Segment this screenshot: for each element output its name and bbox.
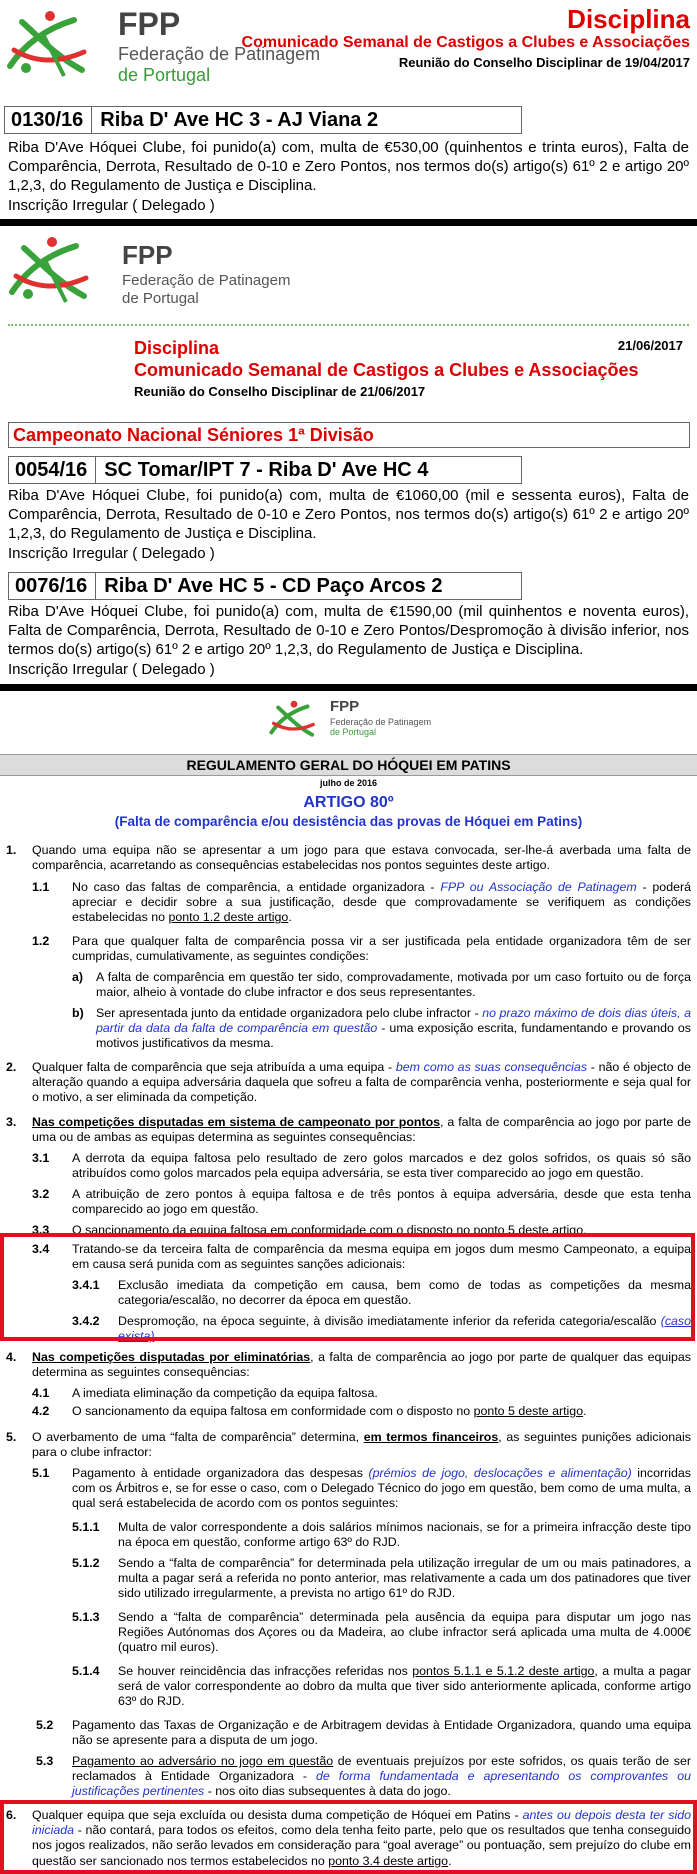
entry-text: Riba D'Ave Hóquei Clube, foi punido(a) com, multa de €1060,00 (mil e sessenta euros), Falta de Comparência, Derrota, Resultado de 0-10 e Zero Pontos, nos termos do(s) artigo(s) 61º 2 e artigo 20º 1,2,3, do Regulamento de Justiça e Disciplina. — [8, 487, 689, 542]
para-3-2: A atribuição de zero pontos à equipa faltosa e de três pontos à equipa adversária, desde que esta tenha comparecido ao jogo em questão. — [72, 1187, 691, 1217]
para-5-2: Pagamento das Taxas de Organização e de Arbitragem devidas à Entidade Organizadora, quando uma equipa não se apresente para a disputa de um jogo. — [72, 1718, 691, 1748]
para-4: Nas competições disputadas por eliminatórias, a falta de comparência ao jogo por parte de qualquer das equipas determina as seguintes consequências: — [32, 1350, 691, 1380]
para-1-2-b: Ser apresentada junto da entidade organizadora pelo clube infractor - no prazo máximo de dois dias úteis, a partir da data da falta de comparência em questão - uma exposição escrita, fundamentando e provando os motivos justificativos da mesma. — [96, 1006, 691, 1051]
article-body: 1. Quando uma equipa não se apresentar a um jogo para que estava convocada, ser-lhe-á averbada uma falta de comparência, acarretando as consequências estabelecidas nos pontos seguintes deste artigo. 1.1 No caso das faltas de comparência, a entidade organizadora - FPP ou Associação de Patinagem - poderá apreciar e decidir sobre a sua justificação, desde que comprovadamente se verifiquem as condições estabelecidas no ponto 1.2 deste artigo. 1.2 Para que qualquer falta de comparência possa vir a ser justificada pela entidade organizadora têm de ser cumpridas, cumulativamente, as seguintes condições: a) A falta de comparência em questão ter sido, comprovadamente, motivada por um caso fortuito ou de força maior, alheio à vontade do clube infractor e dos seus representantes. b) Ser apresentada junto da entidade organizadora pelo clube infractor - no prazo máximo de dois dias úteis, a partir da data da falta de comparência em questão - uma exposição escrita, fundamentando e provando os motivos justificativos da mesma. 2. Qualquer falta de comparência que seja atribuída a uma equipa - bem como as suas consequências - não é objecto de alteração quando a equipa adversária daquela que sofreu a falta de comparência venha, posteriormente e seja qual for o motivo, a ser eliminada da competição. 3. Nas competições disputadas em sistema de campeonato por pontos, a falta de comparência ao jogo por parte de uma ou de ambas as equipas determina as seguintes consequências: 3.1 A derrota da equipa faltosa pelo resultado de zero golos marcados e dez golos sofridos, os quais só são atribuídos como golos marcados pela equipa adversária, se esta tiver comparecido ao jogo em questão. 3.2 A atribuição de zero pontos à equipa faltosa e de três pontos à equipa adversária, desde que esta tenha comparecido ao jogo em questão. 3.3 O sancionamento da equipa faltosa em conformidade com o disposto no ponto 5 deste artigo. 3.4 Tratando-se da terceira falta de comparência da mesma equipa em jogos dum mesmo Campeonato, a equipa em causa será punida com as seguintes sanções adicionais: 3.4.1 Exclusão imediata da competição em causa, bem como de todas as competições da mesma categoria/escalão, no decorrer da época em questão. 3.4.2 Despromoção, na época seguinte, à divisão imediatamente inferior da referida categoria/escalão (caso exista). 4. Nas competições disputadas por eliminatórias, a falta de comparência ao jogo por parte de qualquer das equipas determina as seguintes consequências: 4.1 A imediata eliminação da competição da equipa faltosa. 4.2 O sancionamento da equipa faltosa em conformidade com o disposto no ponto 5 deste artigo. 5. O averbamento de uma “falta de comparência” determina, em termos financeiros, as seguintes punições adicionais para o clube infractor: 5.1 Pagamento à entidade organizadora das despesas (prémios de jogo, deslocações e alimentação) incorridas com os Árbitros e, se for esse o caso, com o Delegado Técnico do jogo em questão, bem como de uma multa, a qual será estabelecida de acordo com os pontos seguintes: 5.1.1 Multa de valor correspondente a dois salários mínimos nacionais, se for a primeira infracção deste tipo na época em questão, conforme artigo 63º do RJD. 5.1.2 Sendo a “falta de comparência” for determinada pela utilização irregular de um ou mais patinadores, a multa a pagar será a referida no ponto anterior, mas relativamente a cada um dos patinadores que tiver sido utilizado irregularmente, a prevista no artigo 61º do RJD. 5.1.3 Sendo a “falta de comparência” determinada pela ausência da equipa para disputar um jogo nas Regiões Autónomas dos Açores ou da Madeira, ao clube infractor será aplicada uma multa de 4.000€ (quatro mil euros). 5.1.4 Se houver reincidência das infracções referidas nos pontos 5.1.1 e 5.1.2 deste artigo, a multa a pagar será de valor correspondente ao dobro da multa que tiver sido anteriormente aplicada, conforme artigo 63º do RJD. 5.2 Pagamento das Taxas de Organização e de Arbitragem devidas à Entidade Organizadora, quando uma equipa não se apresente para a disputa de um jogo. 5.3 Pagamento ao adversário no jogo em questão de eventuais prejuízos por este sofridos, os quais terão de ser reclamados à Entidade Organizadora - de forma fundamentada e apresentando os comprovantes ou justificações pertinentes - nos oito dias subsequentes à data do jogo. 6. Qualquer equipa que seja excluída ou desista duma competição de Hóquei em Patins - antes ou depois desta ter sido iniciada - não contará, para todos os efeitos, como dela tenha feito parte, pelo que os resultados que tenha conseguido nos jogos realizados, não serão levados em consideração para “goal average” ou pontuação, sem prejuízo do clube em questão ser sancionado nos termos estabelecidos no ponto 3.4 deste artigo. — [6, 843, 691, 1868]
para-1-1: No caso das faltas de comparência, a entidade organizadora - FPP ou Associação de Patinagem - poderá apreciar e decidir sobre a sua justificação, desde que comprovadamente se verifiquem as condições estabelecidas no ponto 1.2 deste artigo. — [72, 880, 691, 925]
para-5-3: Pagamento ao adversário no jogo em questão de eventuais prejuízos por este sofridos, os quais terão de ser reclamados à Entidade Organizadora - de forma fundamentada e apresentando os comprovantes ou justificações pertinentes - nos oito dias subsequentes à data do jogo. — [72, 1754, 691, 1799]
meeting-date: Reunião do Conselho Disciplinar de 21/06/2017 — [134, 384, 426, 399]
entry-header — [8, 456, 522, 484]
regulation-heading: REGULAMENTO GERAL DO HÓQUEI EM PATINS — [0, 754, 697, 776]
logo-abbr: FPP — [122, 240, 173, 270]
entry-note: Inscrição Irregular ( Delegado ) — [8, 545, 215, 562]
meeting-date: Reunião do Conselho Disciplinar de 19/04/2017 — [398, 55, 690, 70]
entry-code: 0076/16 — [9, 573, 96, 599]
entry-header — [8, 572, 522, 600]
logo-name-line2: de Portugal — [330, 727, 377, 737]
page-title: Disciplina — [134, 338, 220, 358]
entry-match: Riba D' Ave HC 5 - CD Paço Arcos 2 — [104, 575, 443, 597]
para-1-2-a: A falta de comparência em questão ter sido, comprovadamente, motivada por um caso fortuito ou de força maior, alheio à vontade do clube infractor e dos seus representantes. — [96, 970, 691, 1000]
para-5-1-4: Se houver reincidência das infracções referidas nos pontos 5.1.1 e 5.1.2 deste artigo, a multa a pagar será de valor correspondente ao dobro da multa que tiver sido anteriormente aplicada, conforme artigo 63º do RJD. — [118, 1664, 691, 1709]
para-2: Qualquer falta de comparência que seja atribuída a uma equipa - bem como as suas consequências - não é objecto de alteração quando a equipa adversária daquela que sofreu a falta de comparência venha, posteriormente e seja qual for o motivo, a ser eliminada da competição. — [32, 1060, 691, 1105]
entry-text: Riba D'Ave Hóquei Clube, foi punido(a) com, multa de €1590,00 (mil quinhentos e noventa euros), Falta de Comparência, Derrota, Resultado de 0-10 e Zero Pontos/Despromoção à divisão inferior, nos termos do(s) artigo(s) 61º 2 e artigo 20º 1,2,3, do Regulamento de Justiça e Disciplina. — [8, 603, 689, 658]
competition-header: Campeonato Nacional Séniores 1ª Divisão — [8, 422, 690, 448]
para-3-4-1: Exclusão imediata da competição em causa, bem como de todas as competições da mesma categoria/escalão, no decorrer da época em questão. — [118, 1278, 691, 1308]
para-3-4-2: Despromoção, na época seguinte, à divisão imediatamente inferior da referida categoria/escalão (caso exista). — [118, 1314, 691, 1344]
para-3-4: Tratando-se da terceira falta de comparência da mesma equipa em jogos dum mesmo Campeonato, a equipa em causa será punida com as seguintes sanções adicionais: — [72, 1242, 691, 1272]
clipping-19-04-2017 — [0, 0, 697, 220]
para-6: Qualquer equipa que seja excluída ou desista duma competição de Hóquei em Patins - antes ou depois desta ter sido iniciada - não contará, para todos os efeitos, como dela tenha feito parte, pelo que os resultados que tenha conseguido nos jogos realizados, não serão levados em consideração para “goal average” ou pontuação, sem prejuízo do clube em questão ser sancionado nos termos estabelecidos no ponto 3.4 deste artigo. — [32, 1808, 691, 1868]
logo-name-line2: de Portugal — [118, 65, 211, 85]
logo-name-line1: Federação de Patinagem — [330, 717, 432, 727]
article-title: ARTIGO 80º — [303, 794, 394, 811]
clipping-21-06-2017 — [0, 226, 697, 684]
logo-name-line2: de Portugal — [122, 290, 199, 307]
highlight-box-3-4 — [0, 1233, 695, 1341]
fpp-logo-icon — [6, 232, 98, 308]
page-subtitle: Comunicado Semanal de Castigos a Clubes e Associações — [134, 360, 639, 380]
logo-name-line1: Federação de Patinagem — [122, 272, 291, 289]
page-subtitle: Comunicado Semanal de Castigos a Clubes e Associações — [241, 34, 690, 51]
entry-note: Inscrição Irregular ( Delegado ) — [8, 197, 215, 214]
para-5-1-1: Multa de valor correspondente a dois salários mínimos nacionais, se for a primeira infracção deste tipo na época em questão, conforme artigo 63º do RJD. — [118, 1520, 691, 1550]
para-3: Nas competições disputadas em sistema de campeonato por pontos, a falta de comparência ao jogo por parte de uma ou de ambas as equipas determina as seguintes consequências: — [32, 1115, 691, 1145]
entry-text: Riba D'Ave Hóquei Clube, foi punido(a) com, multa de €530,00 (quinhentos e trinta euros), Falta de Comparência, Derrota, Resultado de 0-10 e Zero Pontos, nos termos do(s) artigo(s) 61º 2 e artigo 20º 1,2,3, do Regulamento de Justiça e Disciplina. — [8, 139, 689, 194]
logo-name-line1: Federação de Patinagem — [118, 44, 321, 64]
logo-abbr: FPP — [330, 698, 360, 715]
entry-match: Riba D' Ave HC 3 - AJ Viana 2 — [100, 109, 379, 131]
para-1: Quando uma equipa não se apresentar a um jogo para que estava convocada, ser-lhe-á averbada uma falta de comparência, acarretando as consequências estabelecidas nos pontos seguintes deste artigo. — [32, 843, 691, 873]
entry-header — [4, 106, 522, 134]
article-subtitle: (Falta de comparência e/ou desistência das provas de Hóquei em Patins) — [114, 814, 583, 829]
para-3-3: O sancionamento da equipa faltosa em conformidade com o disposto no ponto 5 deste artigo. — [72, 1223, 587, 1237]
logo-abbr: FPP — [118, 6, 181, 42]
para-5-1-3: Sendo a “falta de comparência” determinada pela ausência da equipa para disputar um jogo nas Regiões Autónomas dos Açores ou da Madeira, ao clube infractor será aplicada uma multa de 4.000€ (quatro mil euros). — [118, 1610, 691, 1655]
entry-code: 0054/16 — [9, 457, 96, 483]
para-4-1: A imediata eliminação da competição da equipa faltosa. — [72, 1386, 378, 1400]
regulation-excerpt — [0, 690, 697, 1874]
entry-note: Inscrição Irregular ( Delegado ) — [8, 661, 215, 678]
para-3-1: A derrota da equipa faltosa pelo resultado de zero golos marcados e dez golos sofridos, os quais só são atribuídos como golos marcados pela equipa adversária, se esta tiver comparecido ao jogo em questão. — [72, 1151, 691, 1181]
highlight-box-6 — [0, 1800, 697, 1874]
para-5-1-2: Sendo a “falta de comparência” for determinada pela utilização irregular de um ou mais patinadores, a multa a pagar será a referida no ponto anterior, mas relativamente a cada um dos patinadores que tiver sido utilizado irregularmente, a prevista no artigo 61º do RJD. — [118, 1556, 691, 1601]
logo-name — [122, 272, 290, 308]
para-1-2: Para que qualquer falta de comparência possa vir a ser justificada pela entidade organizadora têm de ser cumpridas, cumulativamente, as seguintes condições: — [72, 934, 691, 964]
para-5-1: Pagamento à entidade organizadora das despesas (prémios de jogo, deslocações e alimentação) incorridas com os Árbitros e, se for esse o caso, com o Delegado Técnico do jogo em questão, bem como de uma multa, a qual será estabelecida de acordo com os pontos seguintes: — [72, 1466, 691, 1511]
para-5: O averbamento de uma “falta de comparência” determina, em termos financeiros, as seguintes punições adicionais para o clube infractor: — [32, 1430, 691, 1460]
para-4-2: O sancionamento da equipa faltosa em conformidade com o disposto no ponto 5 deste artigo. — [72, 1404, 587, 1418]
regulation-date: julho de 2016 — [319, 778, 378, 788]
separator — [0, 219, 697, 226]
entry-code: 0130/16 — [5, 107, 92, 133]
entry-match: SC Tomar/IPT 7 - Riba D' Ave HC 4 — [104, 459, 429, 481]
page-title: Disciplina — [567, 4, 690, 34]
fpp-logo-icon — [4, 6, 96, 82]
issue-date: 21/06/2017 — [617, 338, 683, 353]
dotted-divider — [8, 324, 689, 326]
